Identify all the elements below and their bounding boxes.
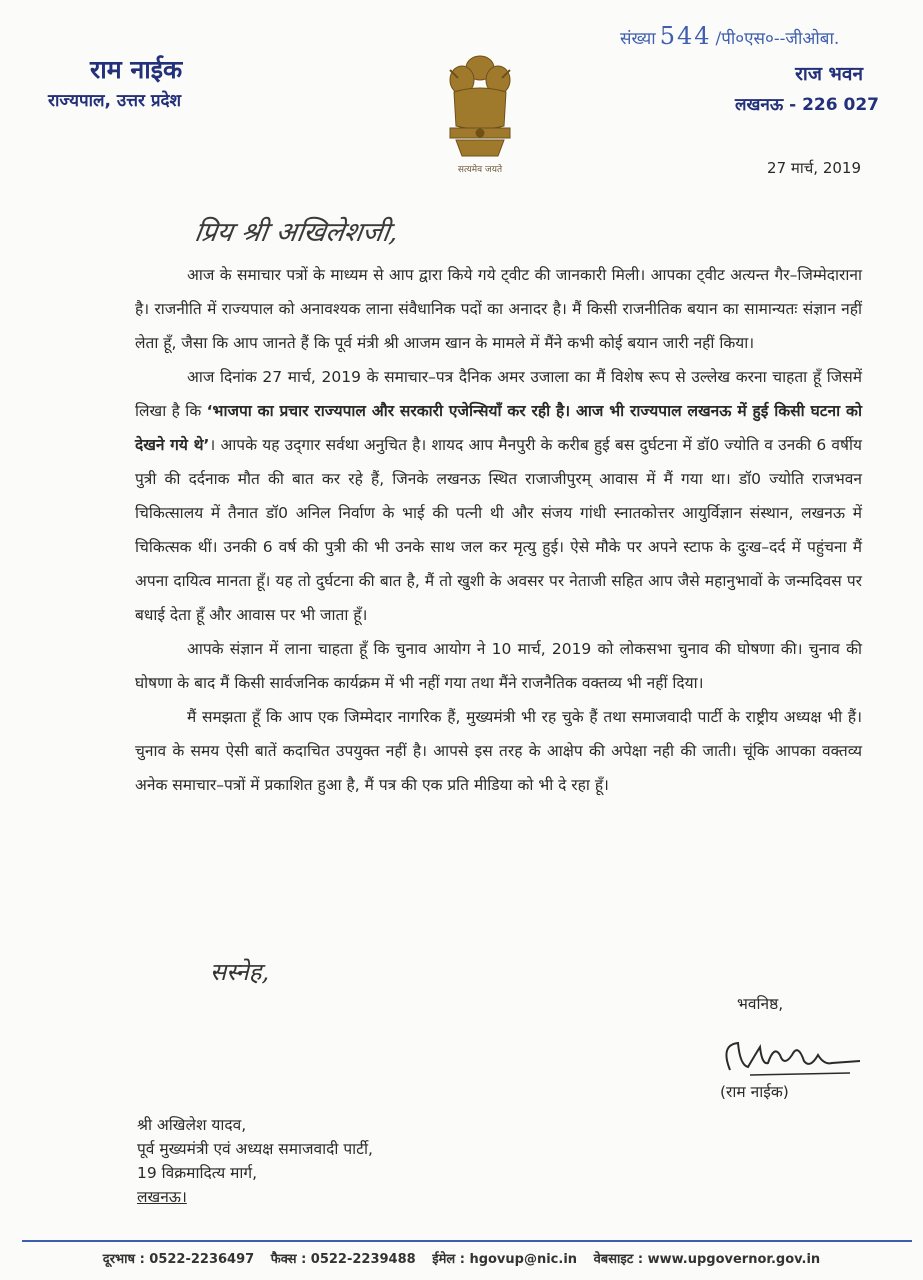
- footer-contact: [0, 1249, 923, 1267]
- recipient-line-4: लखनऊ।: [137, 1188, 187, 1206]
- recipient-address: [137, 1113, 373, 1209]
- closing: भवनिष्ठ,: [737, 995, 784, 1013]
- recipient-line-2: पूर्व मुख्यमंत्री एवं अध्यक्ष समाजवादी पार्टी,: [137, 1140, 373, 1158]
- footer-phone: दूरभाष : 0522-2236497: [102, 1252, 255, 1267]
- signatory-name: (राम नाईक): [720, 1083, 789, 1101]
- state-emblem-icon: [440, 48, 520, 176]
- ref-prefix: संख्या: [620, 29, 656, 49]
- recipient-line-3: 19 विक्रमादित्य मार्ग,: [137, 1164, 258, 1182]
- letter-date: 27 मार्च, 2019: [767, 159, 861, 177]
- letter-body: [135, 258, 862, 802]
- sender-title: राज्यपाल, उत्तर प्रदेश: [48, 91, 182, 111]
- paragraph-2: [135, 360, 862, 632]
- ref-number: 544: [659, 22, 712, 50]
- quoted-statement: ‘भाजपा का प्रचार राज्यपाल और सरकारी एजेन्सियाँ कर रही है। आज भी राज्यपाल लखनऊ में हुई किसी घटना को देखने गये थे’: [135, 402, 862, 454]
- city-pincode: लखनऊ - 226 027: [735, 95, 879, 115]
- salutation: प्रिय श्री अखिलेशजी,: [192, 217, 401, 248]
- paragraph-1: आज के समाचार पत्रों के माध्यम से आप द्वारा किये गये ट्वीट की जानकारी मिली। आपका ट्वीट अत्यन्त गैर–जिम्मेदाराना है। राजनीति में राज्यपाल को अनावश्यक लाना संवैधानिक पदों का अनादर है। मैं किसी राजनीतिक बयान का सामान्यतः संज्ञान नहीं लेता हूँ, जैसा कि आप जानते हैं कि पूर्व मंत्री श्री आजम खान के मामले में मैंने कभी कोई बयान जारी नहीं किया।: [135, 266, 862, 352]
- footer-divider: [22, 1240, 912, 1242]
- emblem-motto: सत्यमेव जयते: [457, 165, 503, 175]
- reference-number: [620, 22, 839, 50]
- footer-website: वेबसाइट : www.upgovernor.gov.in: [593, 1252, 821, 1267]
- office-name: राज भवन: [795, 63, 863, 85]
- footer-email: ईमेल : hgovup@nic.in: [432, 1252, 578, 1267]
- ref-suffix: /पी०एस०--जीओबा.: [715, 29, 840, 49]
- paragraph-2-end: । आपके यह उद्‌गार सर्वथा अनुचित है। शायद आप मैनपुरी के करीब हुई बस दुर्घटना में डॉ0 ज्योति व उनकी 6 वर्षीय पुत्री की दर्दनाक मौत की बात कर रहे हैं, जिनके लखनऊ स्थित राजाजीपुरम् आवास में मैं गया था। डॉ0 ज्योति राजभवन चिकित्सालय में तैनात डॉ0 अनिल निर्वाण के भाई की पत्नी थी और संजय गांधी स्नातकोत्तर आयुर्विज्ञान संस्थान, लखनऊ में चिकित्सक थीं। उनकी 6 वर्ष की पुत्री की भी उनके साथ जल कर मृत्यु हुई। ऐसे मौके पर अपने स्टाफ के दुःख–दर्द में पहुंचना मैं अपना दायित्व मानता हूँ। यह तो दुर्घटना की बात है, मैं तो खुशी के अवसर पर नेताजी सहित आप जैसे महानुभावों के जन्मदिवस पर बधाई देता हूँ और आवास पर भी जाता हूँ।: [135, 436, 862, 624]
- sender-name: राम नाईक: [90, 55, 183, 84]
- recipient-line-1: श्री अखिलेश यादव,: [137, 1116, 247, 1134]
- paragraph-4: मैं समझता हूँ कि आप एक जिम्मेदार नागरिक हैं, मुख्यमंत्री भी रह चुके हैं तथा समाजवादी पार्टी के राष्ट्रीय अध्यक्ष भी हैं। चुनाव के समय ऐसी बातें कदाचित उपयुक्त नहीं है। आपसे इस तरह के आक्षेप की अपेक्षा नही की जाती। चूंकि आपका वक्तव्य अनेक समाचार–पत्रों में प्रकाशित हुआ है, मैं पत्र की एक प्रति मीडिया को भी दे रहा हूँ।: [135, 708, 862, 794]
- footer-fax: फैक्स : 0522-2239488: [270, 1252, 416, 1267]
- paragraph-2-start: आज दिनांक 27 मार्च, 2019 के समाचार–पत्र दैनिक अमर उजाला का मैं विशेष रूप से उल्लेख करना चाहता हूँ जिसमें लिखा है कि: [135, 368, 862, 420]
- paragraph-3: आपके संज्ञान में लाना चाहता हूँ कि चुनाव आयोग ने 10 मार्च, 2019 को लोकसभा चुनाव की घोषणा की। चुनाव की घोषणा के बाद मैं किसी सार्वजनिक कार्यक्रम में भी नहीं गया तथा मैंने राजनैतिक वक्तव्य भी नहीं दिया।: [135, 640, 862, 692]
- handwritten-close: सस्नेह,: [210, 958, 270, 986]
- signature-icon: [700, 1025, 870, 1085]
